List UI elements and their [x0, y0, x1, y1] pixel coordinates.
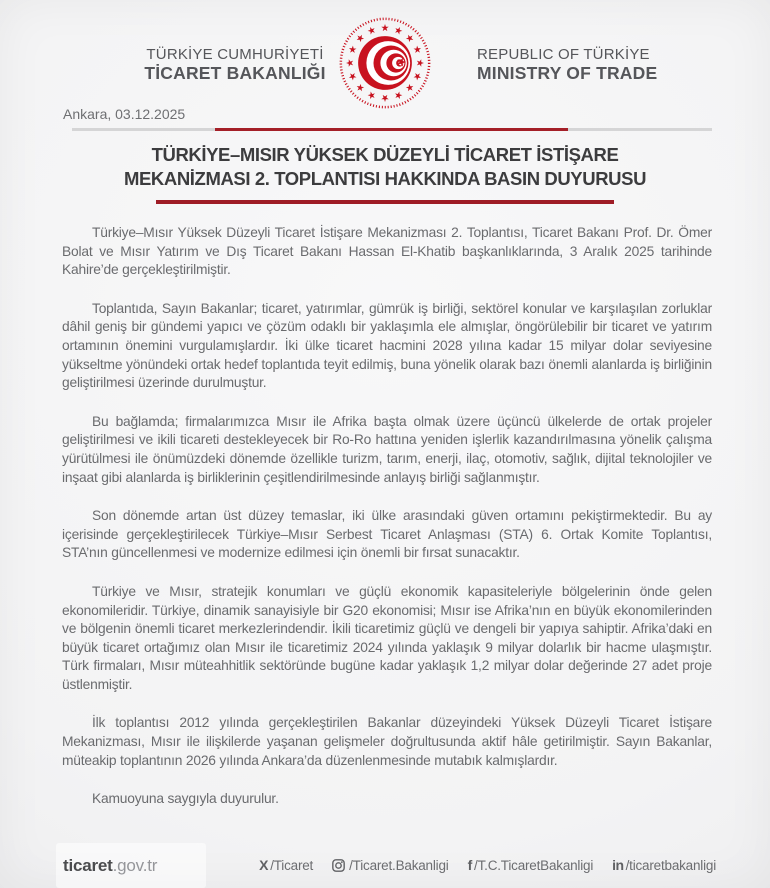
ministry-name-english: [477, 46, 657, 83]
header-divider-red-segment: [215, 128, 568, 131]
ministry-name-turkish: [140, 46, 330, 83]
press-release-paragraph: Kamuoyuna saygıyla duyurulur.: [92, 791, 279, 807]
ministry-name-en-line1: REPUBLIC OF TÜRKİYE: [477, 46, 650, 63]
social-handle-facebook: /T.C.TicaretBakanligi: [474, 857, 594, 873]
press-release-paragraph: Bu bağlamda; firmalarımızca Mısır ile Afrika başta olmak üzere üçüncü ülkelerde de ortak projeler geliştirilmesi ve ikili ticareti destekleyecek bir Ro-Ro hattına yeniden işlerlik kazandırılmasına yönelik çalışma yürütülmesi ile önümüzdeki dönemde özellikle turizm, tarım, enerji, ilaç, otomotiv, sağlık, dijital teknolojiler ve inşaat gibi alanlarda iş birliklerinin çeşitlendirilmesinde anlayış birliği sağlanmıştır.: [62, 413, 712, 485]
website-link-bold: ticaret: [63, 856, 113, 875]
social-links: [259, 857, 716, 873]
website-link-rest: .gov.tr: [112, 856, 158, 875]
linkedin-icon: in: [612, 857, 624, 873]
title-underline: [156, 200, 614, 204]
x-icon: X: [259, 857, 269, 873]
social-handle-x: /Ticaret: [270, 857, 314, 873]
social-link-facebook[interactable]: [468, 857, 594, 873]
page-title-line2: MEKANİZMASI 2. TOPLANTISI HAKKINDA BASIN DUYURUSU: [123, 168, 647, 189]
social-handle-instagram: /Ticaret.Bakanligi: [349, 857, 449, 873]
press-release-paragraph: İlk toplantısı 2012 yılında gerçekleştirilen Bakanlar düzeyindeki Yüksek Düzeyli Ticaret İstişare Mekanizması, Mısır ile ilişkilerde yaşanan gelişmeler doğrultusunda aktif hâle getirilmiştir. Sayın Bakanlar, müteakip toplantının 2026 yılında Ankara’da düzenlenmesinde mutabık kalmışlardır.: [62, 715, 712, 768]
page-title-line1: TÜRKİYE–MISIR YÜKSEK DÜZEYLİ TİCARET İSTİŞARE: [151, 144, 619, 165]
social-link-linkedin[interactable]: [612, 857, 716, 873]
ministry-name-tr-line2: TİCARET BAKANLIĞI: [144, 63, 326, 83]
social-link-x[interactable]: [259, 857, 313, 873]
facebook-icon: f: [467, 857, 473, 873]
header-divider: [72, 128, 712, 131]
page-title: [0, 143, 770, 191]
press-release-body: [62, 224, 712, 829]
press-release-paragraph: Türkiye–Mısır Yüksek Düzeyli Ticaret İstişare Mekanizması 2. Toplantısı, Ticaret Bakanı Prof. Dr. Ömer Bolat ve Mısır Yatırım ve Dış Ticaret Bakanı Hassan El-Khatib başkanlıklarında, 3 Aralık 2025 tarihinde Kahire’de gerçekleştirilmiştir.: [62, 225, 712, 278]
dateline: Ankara, 03.12.2025: [63, 106, 186, 122]
press-release-paragraph: Türkiye ve Mısır, stratejik konumları ve güçlü ekonomik kapasiteleriyle bölgelerinin önde gelen ekonomileridir. Türkiye, dinamik sanayisiyle bir G20 ekonomisi; Mısır ise Afrika’nın en büyük ekonomilerinden ve bölgenin önemli ticaret merkezlerindendir. İkili ticaretimiz güçlü ve dengeli bir yapıya sahiptir. Afrika’daki en büyük ticaret ortağımız olan Mısır ile ticaretimiz 2024 yılında yaklaşık 9 milyar dolarlık bir hacme ulaşmıştır. Türk firmaları, Mısır müteahhitlik sektöründe bugüne kadar yaklaşık 1,2 milyar dolar değerinde 27 adet proje üstlenmiştir.: [62, 583, 712, 692]
instagram-icon: [332, 859, 345, 872]
ministry-name-en-line2: MINISTRY OF TRADE: [477, 63, 658, 83]
social-handle-linkedin: /ticaretbakanligi: [625, 857, 716, 873]
social-link-instagram[interactable]: [332, 858, 448, 873]
press-release-paragraph: Son dönemde artan üst düzey temaslar, iki ülke arasındaki güven ortamını pekiştirmektedir. Bu ay içerisinde gerçekleştirilecek Türkiye–Mısır Serbest Ticaret Anlaşması (STA) 6. Ortak Komite Toplantısı, STA’nın güncellenmesi ve modernize edilmesi için önemli bir fırsat sunacaktır.: [62, 508, 712, 561]
ministry-of-trade-logo-icon: [337, 15, 433, 111]
ministry-name-tr-line1: TÜRKİYE CUMHURİYETİ: [146, 46, 324, 63]
press-release-paragraph: Toplantıda, Sayın Bakanlar; ticaret, yatırımlar, gümrük iş birliği, sektörel konular ve karşılaşılan zorluklar dâhil geniş bir gündemi yapıcı ve çözüm odaklı bir yaklaşımla ele almışlar, öngörülebilir bir ticaret ve yatırım ortamının önemini vurgulamışlardır. İki ülke ticaret hacmini 2028 yılına kadar 15 milyar dolar seviyesine yükseltme yönündeki ortak hedef toplantıda teyit edilmiş, buna yönelik olarak bazı önemli alanlarda iş birliğinin geliştirilmesi üzerinde durulmuştur.: [62, 300, 712, 391]
website-link[interactable]: [63, 856, 157, 876]
